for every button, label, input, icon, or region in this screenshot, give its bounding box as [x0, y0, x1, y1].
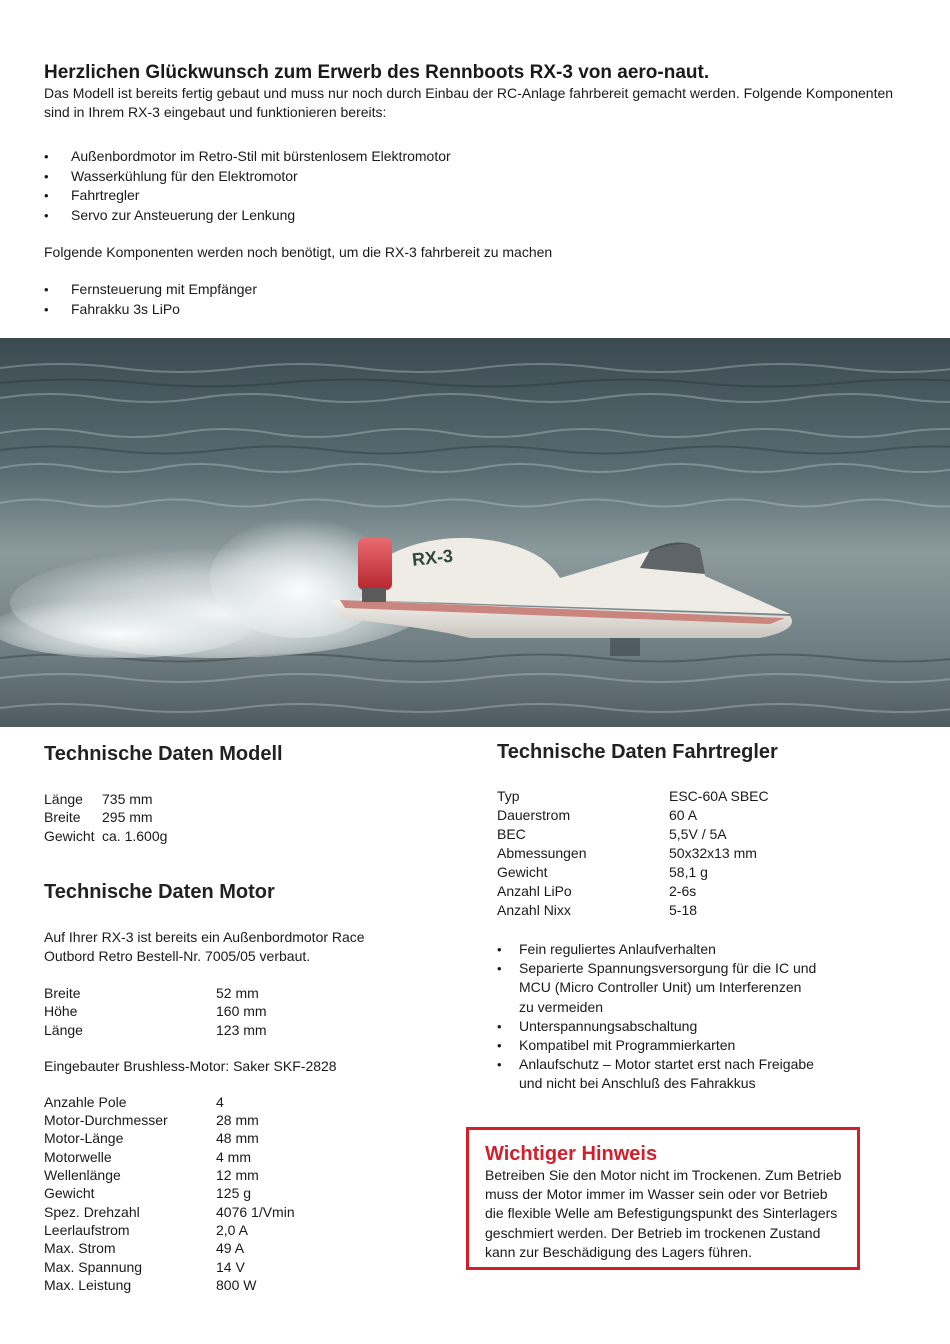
row-label: Gewicht: [44, 1185, 95, 1202]
brushless-motor-line: Eingebauter Brushless-Motor: Saker SKF-2828: [44, 1057, 337, 1074]
esc-data-title: Technische Daten Fahrtregler: [497, 741, 778, 763]
row-label: Anzahl Nixx: [497, 902, 571, 918]
motor-intro: Auf Ihrer RX-3 ist bereits ein Außenbordmotor Race Outbord Retro Bestell-Nr. 7005/05 verbaut.: [44, 929, 365, 964]
row-value: 4 mm: [216, 1148, 251, 1165]
list-item: • Fahrakku 3s LiPo: [44, 300, 904, 320]
table-row: [44, 1239, 444, 1257]
row-label: Höhe: [44, 1003, 78, 1020]
model-row-weight: [44, 827, 444, 845]
list-item: • Fahrtregler: [44, 186, 904, 206]
motor-data-title: Technische Daten Motor: [44, 881, 275, 903]
row-value: 28 mm: [216, 1112, 259, 1129]
row-value: ESC-60A SBEC: [669, 788, 769, 804]
row-label: Länge: [44, 791, 83, 807]
row-label: Motorwelle: [44, 1148, 112, 1165]
row-label: BEC: [497, 826, 526, 842]
row-label: Max. Spannung: [44, 1258, 143, 1275]
row-value: 2-6s: [669, 883, 697, 899]
row-label: Breite: [44, 985, 81, 1001]
table-row: [44, 1203, 444, 1221]
table-row: [44, 1148, 444, 1166]
table-row: [44, 1111, 444, 1129]
table-row: [497, 806, 897, 825]
model-data-section: [44, 743, 444, 845]
row-value: 50x32x13 mm: [669, 845, 757, 861]
row-label: Motor-Durchmesser: [44, 1112, 168, 1129]
list-item: • Fernsteuerung mit Empfänger: [44, 280, 904, 300]
list-item: • Servo zur Ansteuerung der Lenkung: [44, 206, 904, 226]
model-data-table: [44, 790, 444, 845]
table-row: [44, 1093, 444, 1111]
table-row: [44, 1021, 444, 1039]
row-value: 735 mm: [102, 791, 153, 807]
row-value: 58,1 g: [669, 864, 708, 880]
boat-photo: [0, 338, 950, 727]
table-row: [497, 882, 897, 901]
row-label: Typ: [497, 788, 520, 804]
list-item: • Separierte Spannungsversorgung für die IC und MCU (Micro Controller Unit) um Interferenzen zu vermeiden: [497, 959, 817, 1017]
needed-components-list: [44, 280, 904, 319]
row-value: 123 mm: [216, 1021, 267, 1038]
row-value: 14 V: [216, 1258, 245, 1275]
row-label: Wellenlänge: [44, 1167, 121, 1184]
table-row: [44, 1166, 444, 1184]
row-value: 5-18: [669, 902, 698, 918]
row-value: 4076 1/Vmin: [216, 1203, 295, 1220]
notice-text: Betreiben Sie den Motor nicht im Trockenen. Zum Betrieb muss der Motor immer im Wasser sein oder vor Betrieb die flexible Welle am Befestigungspunkt des Sinterlagers geschmiert werden. Der Betrieb im trockenen Zustand kann zur Beschädigung des Lagers führen.: [485, 1167, 842, 1260]
installed-components-list: [44, 147, 904, 225]
page-title: Herzlichen Glückwunsch zum Erwerb des Rennboots RX-3 von aero-naut.: [44, 62, 710, 83]
row-label: Leerlaufstrom: [44, 1221, 130, 1238]
table-row: [44, 1129, 444, 1147]
row-label: Abmessungen: [497, 845, 587, 861]
table-row: [497, 787, 897, 806]
model-row-length: [44, 790, 444, 808]
row-value: ca. 1.600g: [102, 827, 168, 844]
row-value: 5,5V / 5A: [669, 826, 727, 842]
row-label: Gewicht: [497, 864, 548, 880]
row-value: 800 W: [216, 1276, 257, 1293]
row-label: Dauerstrom: [497, 807, 571, 823]
motor-specs-table: [44, 1093, 444, 1294]
table-row: [497, 825, 897, 844]
table-row: [497, 863, 897, 882]
table-row: [44, 984, 444, 1002]
row-label: Spez. Drehzahl: [44, 1203, 140, 1220]
important-notice-box: [466, 1127, 860, 1270]
table-row: [497, 844, 897, 863]
row-value: 125 g: [216, 1185, 252, 1202]
row-value: 12 mm: [216, 1167, 259, 1184]
model-data-title: Technische Daten Modell: [44, 743, 283, 765]
list-item: • Anlaufschutz – Motor startet erst nach Freigabe und nicht bei Anschluß des Fahrakkus: [497, 1055, 817, 1093]
row-label: Länge: [44, 1021, 83, 1038]
row-value: 60 A: [669, 807, 698, 823]
row-value: 160 mm: [216, 1003, 267, 1020]
row-label: Anzahl LiPo: [497, 883, 572, 899]
intro-section: [44, 62, 904, 319]
row-label: Max. Leistung: [44, 1276, 132, 1293]
row-value: 52 mm: [216, 985, 259, 1001]
motor-dimensions-table: [44, 984, 444, 1039]
row-label: Gewicht: [44, 827, 95, 844]
row-label: Breite: [44, 809, 81, 826]
list-item: • Kompatibel mit Programmierkarten: [497, 1036, 817, 1055]
motor-data-section: [44, 881, 444, 1294]
table-row: [44, 1184, 444, 1202]
intro-paragraph: Das Modell ist bereits fertig gebaut und muss nur noch durch Einbau der RC-Anlage fahrbereit gemacht werden. Folgende Komponenten sind in Ihrem RX-3 eingebaut und funktionieren bereits:: [44, 85, 894, 120]
table-row: [44, 1002, 444, 1020]
list-item: • Fein reguliertes Anlaufverhalten: [497, 940, 817, 959]
esc-features-list: [497, 940, 817, 1094]
table-row: [497, 901, 897, 920]
row-value: 48 mm: [216, 1130, 259, 1147]
model-row-width: [44, 808, 444, 826]
table-row: [44, 1221, 444, 1239]
row-value: 49 A: [216, 1240, 245, 1257]
list-item: • Wasserkühlung für den Elektromotor: [44, 167, 904, 187]
table-row: [44, 1258, 444, 1276]
table-row: [44, 1276, 444, 1294]
esc-data-table: [497, 787, 897, 920]
row-value: 295 mm: [102, 809, 153, 826]
boat-label: RX-3: [411, 545, 454, 570]
list-item: • Außenbordmotor im Retro-Stil mit bürstenlosem Elektromotor: [44, 147, 904, 167]
row-value: 2,0 A: [216, 1221, 248, 1238]
row-value: 4: [216, 1093, 224, 1110]
esc-data-section: [497, 741, 897, 1094]
notice-title: Wichtiger Hinweis: [485, 1143, 658, 1165]
row-label: Anzahle Pole: [44, 1093, 127, 1110]
list-item: • Unterspannungsabschaltung: [497, 1017, 817, 1036]
needed-intro: Folgende Komponenten werden noch benötigt, um die RX-3 fahrbereit zu machen: [44, 244, 553, 260]
row-label: Motor-Länge: [44, 1130, 124, 1147]
row-label: Max. Strom: [44, 1240, 116, 1257]
